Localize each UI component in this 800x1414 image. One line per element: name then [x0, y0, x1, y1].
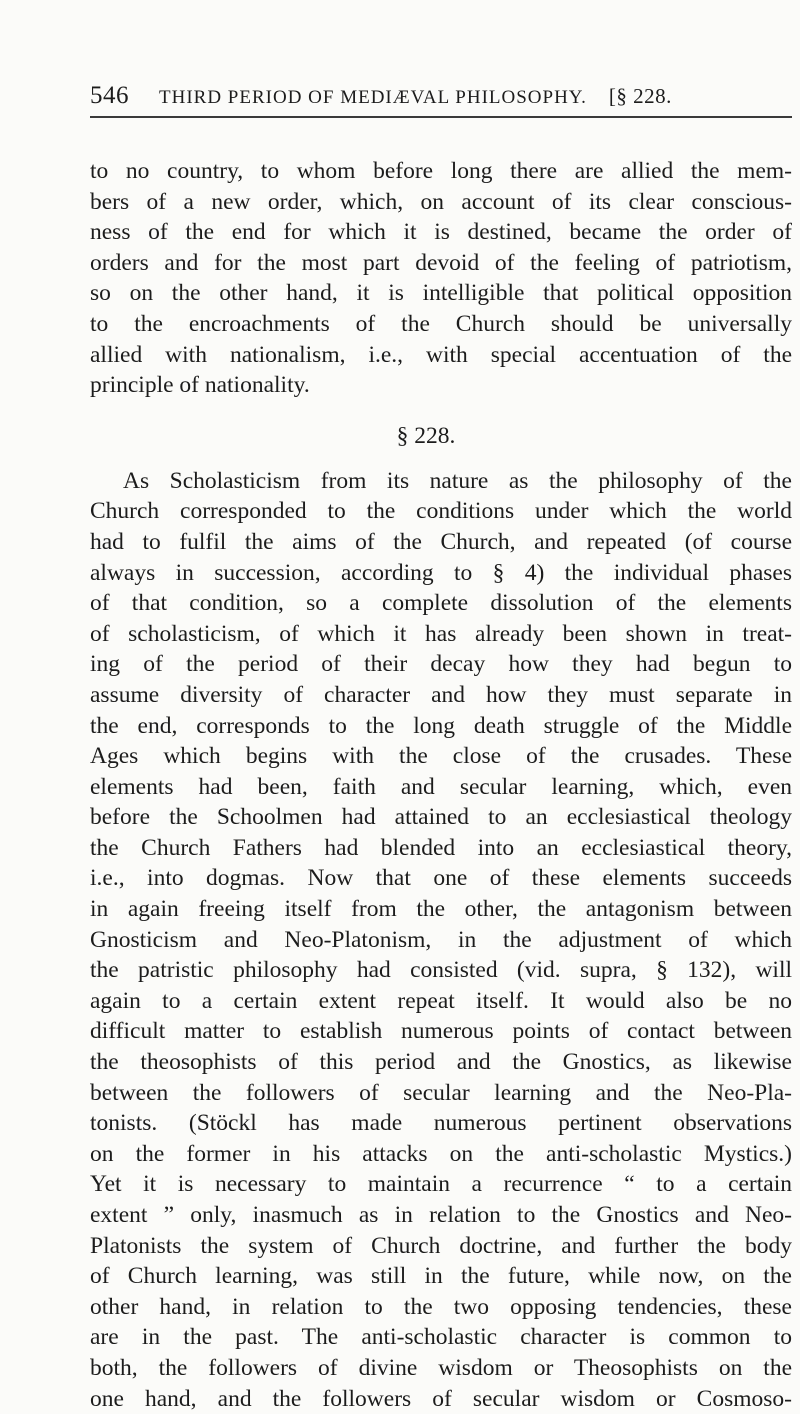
text-line: the theosophists of this period and the Gnostics, as likewise — [90, 1049, 792, 1076]
text-line: As Scholasticism from its nature as the philosophy of the — [123, 467, 792, 494]
text-line: orders and for the most part devoid of the feeling of patriotism, — [90, 249, 792, 276]
text-line: extent ” only, inasmuch as in relation to the Gnostics and Neo- — [90, 1202, 792, 1228]
paragraph-section-228 — [90, 466, 792, 1414]
text-line: elements had been, faith and secular learning, which, even — [90, 773, 792, 800]
text-line: of scholasticism, of which it has already been shown in treat- — [90, 620, 792, 647]
text-line: Church corresponded to the conditions under which the world — [90, 498, 792, 525]
text-line: so on the other hand, it is intelligible that political opposition — [90, 280, 792, 307]
text-line: of that condition, so a complete dissolution of the elements — [90, 590, 792, 617]
text-line: always in succession, according to § 4) the individual phases — [90, 559, 792, 586]
text-line: principle of nationality. — [90, 372, 310, 399]
section-heading: § 228. — [396, 422, 456, 449]
text-line: again to a certain extent repeat itself. It would also be no — [90, 987, 792, 1014]
header-rule — [90, 116, 792, 118]
text-line: on the former in his attacks on the anti-scholastic Mystics.) — [90, 1140, 792, 1167]
text-line: Yet it is necessary to maintain a recurrence “ to a certain — [90, 1171, 792, 1198]
text-line: i.e., into dogmas. Now that one of these elements succeeds — [90, 865, 792, 892]
text-line: Platonists the system of Church doctrine, and further the body — [90, 1232, 792, 1259]
text-line: are in the past. The anti-scholastic character is common to — [90, 1324, 792, 1351]
text-line: the end, corresponds to the long death struggle of the Middle — [90, 712, 792, 739]
page-number: 546 — [90, 82, 129, 109]
text-line: ing of the period of their decay how they had begun to — [90, 651, 792, 678]
text-line: both, the followers of divine wisdom or Theosophists on the — [90, 1354, 792, 1381]
text-line: Ages which begins with the close of the crusades. These — [90, 743, 792, 770]
text-line: assume diversity of character and how they must separate in — [90, 681, 792, 708]
text-line: of Church learning, was still in the future, while now, on the — [90, 1263, 792, 1290]
text-line: before the Schoolmen had attained to an ecclesiastical theology — [90, 804, 792, 831]
text-line: difficult matter to establish numerous points of contact between — [90, 1018, 792, 1045]
text-line: bers of a new order, which, on account of its clear conscious- — [90, 188, 792, 215]
text-line: Gnosticism and Neo-Platonism, in the adjustment of which — [90, 926, 792, 953]
running-head — [90, 82, 792, 116]
text-line: allied with nationalism, i.e., with special accentuation of the — [90, 341, 792, 368]
running-title: THIRD PERIOD OF MEDIÆVAL PHILOSOPHY. — [159, 87, 587, 108]
book-page — [90, 82, 792, 1414]
text-line: to the encroachments of the Church should be universally — [90, 310, 792, 337]
paragraph-continued — [90, 156, 792, 401]
text-line: had to fulfil the aims of the Church, and repeated (of course — [90, 528, 792, 555]
text-line: between the followers of secular learning and the Neo-Pla- — [90, 1079, 792, 1106]
text-line: tonists. (Stöckl has made numerous pertinent observations — [90, 1110, 792, 1137]
text-line: to no country, to whom before long there are allied the mem- — [90, 158, 792, 184]
text-line: in again freeing itself from the other, the antagonism between — [90, 896, 792, 923]
text-line: one hand, and the followers of secular wisdom or Cosmoso- — [90, 1385, 792, 1412]
section-reference: [§ 228. — [608, 84, 672, 108]
text-line: the patristic philosophy had consisted (vid. supra, § 132), will — [90, 957, 792, 984]
text-line: other hand, in relation to the two opposing tendencies, these — [90, 1293, 792, 1320]
text-line: the Church Fathers had blended into an ecclesiastical theory, — [90, 834, 792, 861]
text-line: ness of the end for which it is destined, became the order of — [90, 219, 792, 246]
